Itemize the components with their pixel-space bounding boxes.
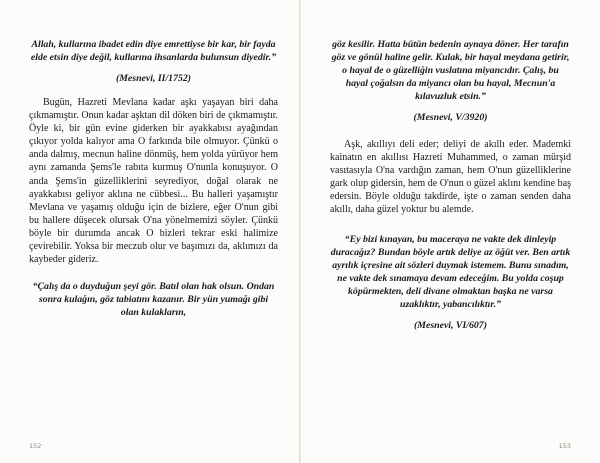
body-paragraph: Bugün, Hazreti Mevlana kadar aşkı yaşayan biri daha çıkmamıştır. Onun kadar aşktan dil döken biri de çıkmamıştır. Öyle ki, bir gün evine giderken bir ayakkabısı ayağından çıkıyor yolda kalıyor ama O farkında bile olmuyor. Çünkü o anda dalmış, mecnun haline dönmüş, hem yolda yürüyor hem aynı zamanda Şems'le rabıta kurmuş O'nunla konuşuyor. O anda Şems'in güzelliklerini seyrediyor, doğal olarak ne ayakkabısı geliyor aklına ne cübbesi... Bu halleri yaşamıştır Mevlana ve yaşamış olduğu için de bizlere, eğer O'nun gibi bu hallere düşecek olursak O'na yönelmemizi söyler. Çünkü böyle bir durumda ancak O bizleri tekrar eski halimize çevirebilir. Yoksa bir meczub olur ve başımızı da, aklımızı da kaybeder gideriz. (29, 97, 278, 266)
closing-quote: “Ey bizi kınayan, bu maceraya ne vakte dek dinleyip duracağız? Bundan böyle artık deliye az öğüt ver. Ben artık ayrılık içresine ait sözleri duymak istemem. Bunu sınadım, ne vakte dek sınamaya devam edeceğim. Bu yolda coşup köpürmekten, deli divane olmaktan başka ne varsa uzaklıktır, yabancılıktır.” (330, 233, 571, 310)
opening-quote: Allah, kullarına ibadet edin diye emrettiyse bir kar, bir fayda elde etsin diye değil, kullarına ihsanlarda bulunsun diyedir.” (30, 39, 277, 63)
opening-citation: (Mesnevi, II/1752) (115, 73, 192, 84)
page-number: 152 (29, 442, 42, 450)
continued-quote-citation: (Mesnevi, V/3920) (413, 112, 488, 123)
right-page (300, 0, 600, 463)
closing-quote: “Çalış da o duyduğun şeyi gör. Batıl olan hak olsun. Ondan sonra kulağın, göz tabiatını kazanır. Bir yün yumağı gibi olan kulakların, (32, 281, 275, 319)
continued-quote: göz kesilir. Hatta bütün bedenin aynaya döner. Her tarafın göz ve gönül haline gelir. Kulak, bir hayal meydana getirir, o hayal de o güzelliğin vuslatına miyancıdır. Çalış, bu hayal çoğalsın da miyancı olan bu hayal, Mecnun'a kılavuzluk etsin.” (331, 39, 570, 102)
body-paragraph: Aşk, akıllıyı deli eder; deliyi de akıllı eder. Mademki kainatın en akıllısı Hazreti Muhammed, o zaman mürşid vasıtasıyla O'na vardığın zaman, hem O'nun güzelliklerine gark olup gidersin, hem de O'nun o güzel aklını kendine baş edersin. Böyle olduğu takdirde, işte o zaman senden daha akıllı, daha güzel yoktur bu alemde. (330, 139, 571, 216)
closing-citation: (Mesnevi, VI/607) (414, 319, 487, 331)
page-number: 153 (558, 442, 571, 450)
